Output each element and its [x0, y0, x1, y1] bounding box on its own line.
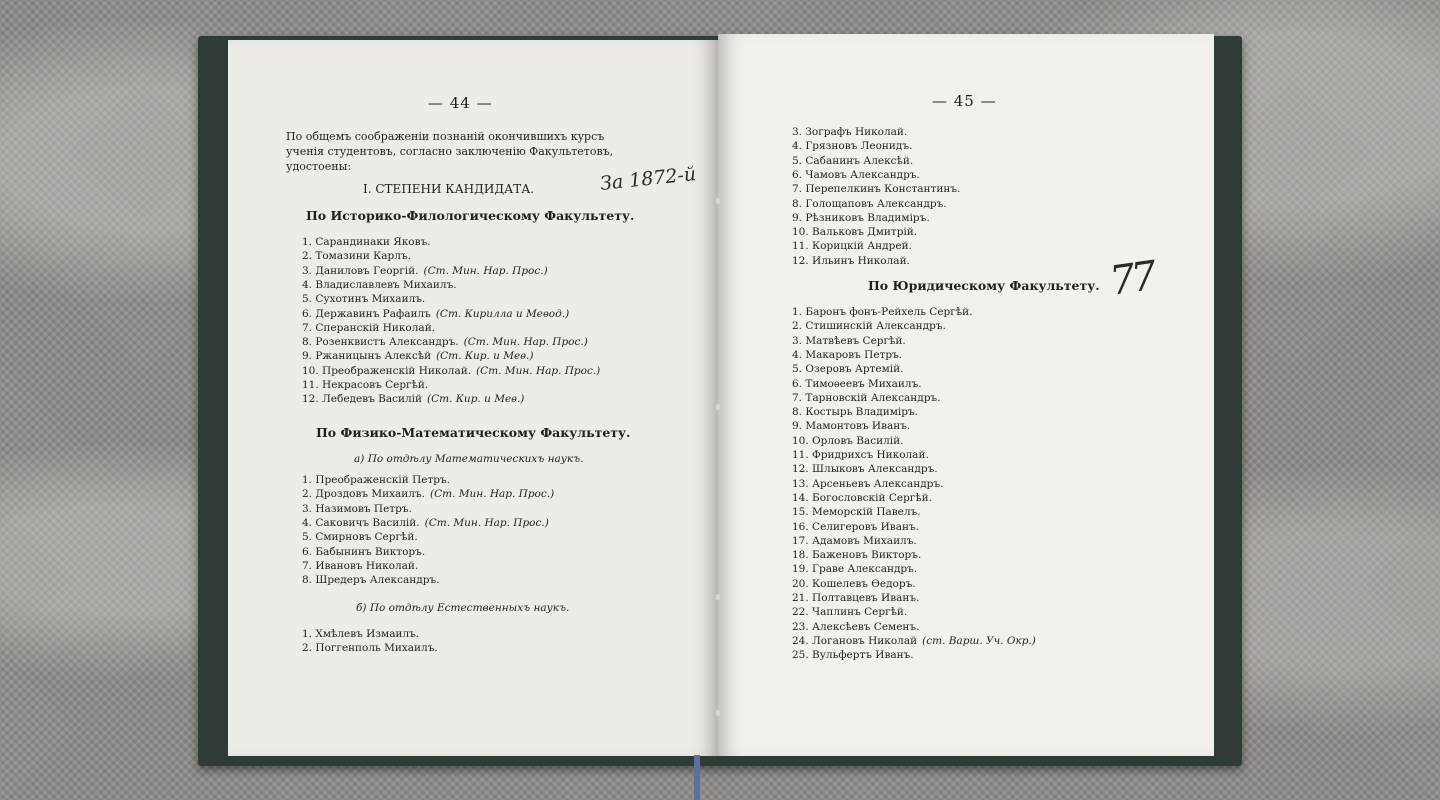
scholarship-note: (Ст. Мин. Нар. Прос.): [423, 264, 548, 277]
student-name: 5. Смирновъ Сергѣй.: [302, 531, 418, 544]
intro-line-1: По общемъ соображеніи познаній окончившихъ курсъ: [286, 130, 605, 143]
scholarship-note: (ст. Варш. Уч. Окр.): [922, 634, 1036, 647]
handwritten-year-note: За 1872-й: [599, 163, 698, 195]
list-item: [302, 265, 548, 277]
scholarship-note: (Ст. Мин. Нар. Прос.): [476, 364, 601, 377]
list-item: [792, 592, 919, 604]
intro-line-3: удостоены:: [286, 160, 352, 173]
list-item: [302, 560, 418, 572]
list-item: [792, 169, 920, 181]
list-item: [302, 236, 431, 248]
right-page: [718, 34, 1214, 756]
student-name: 11. Фридрихсъ Николай.: [792, 449, 929, 461]
list-item: [302, 488, 554, 500]
student-name: 12. Шлыковъ Александръ.: [792, 463, 938, 476]
student-name: 11. Корицкій Андрей.: [792, 240, 912, 253]
scholarship-note: (Ст. Кирилла и Меѳод.): [435, 307, 570, 320]
scholarship-note: (Ст. Кир. и Меѳ.): [436, 350, 534, 363]
list-item: [792, 392, 940, 404]
student-name: 1. Хмѣлевъ Измаилъ.: [302, 628, 420, 640]
binding-thread: [716, 404, 720, 410]
student-name: 14. Богословскій Сергѣй.: [792, 491, 932, 504]
left-page: [228, 40, 718, 756]
student-name: 19. Граве Александръ.: [792, 563, 918, 576]
student-name: 8. Розенквистъ Александръ.: [302, 336, 459, 349]
student-name: 3. Матвѣевъ Сергѣй.: [792, 334, 906, 347]
list-item: [792, 635, 1036, 647]
binding-thread: [716, 710, 720, 716]
student-name: 12. Ильинъ Николай.: [792, 254, 910, 267]
student-name: 6. Державинъ Рафаилъ: [302, 307, 431, 320]
list-item: [302, 365, 600, 377]
student-name: 3. Назимовъ Петръ.: [302, 502, 412, 515]
student-name: 5. Сухотинъ Михаилъ.: [302, 293, 426, 306]
page-number-right: — 45 —: [932, 92, 997, 110]
list-item: [302, 350, 533, 362]
binding-thread: [716, 198, 720, 204]
student-name: 25. Вульфертъ Иванъ.: [792, 649, 914, 662]
student-name: 21. Полтавцевъ Иванъ.: [792, 592, 920, 604]
list-item: [302, 379, 428, 391]
list-item: [792, 363, 903, 375]
list-item: [792, 492, 932, 504]
list-item: [792, 212, 930, 224]
list-item: [792, 255, 910, 267]
student-name: 10. Орловъ Василій.: [792, 434, 904, 447]
student-name: 4. Грязновъ Леонидъ.: [792, 140, 913, 153]
student-name: 7. Ивановъ Николай.: [302, 559, 419, 572]
student-name: 10. Преображенскій Николай.: [302, 364, 472, 377]
degree-title: I. СТЕПЕНИ КАНДИДАТА.: [363, 182, 535, 196]
list-item: [302, 393, 524, 405]
student-name: 15. Меморскій Павелъ.: [792, 506, 921, 519]
scholarship-note: (Ст. Мин. Нар. Прос.): [424, 516, 549, 529]
student-name: 1. Сарандинаки Яковъ.: [302, 236, 431, 248]
section-b-title: б) По отдѣлу Естественныхъ наукъ.: [356, 602, 570, 614]
student-name: 8. Голощаповъ Александръ.: [792, 197, 947, 210]
list-item: [792, 406, 918, 418]
list-item: [302, 336, 588, 348]
list-item: [792, 335, 906, 347]
list-item: [792, 578, 916, 590]
list-item: [792, 126, 907, 138]
list-item: [792, 463, 938, 475]
list-item: [792, 183, 960, 195]
list-item: [302, 642, 438, 654]
student-name: 4. Владиславлевъ Михаилъ.: [302, 278, 457, 291]
list-item: [792, 621, 919, 633]
student-name: 2. Дроздовъ Михаилъ.: [302, 488, 425, 501]
list-item: [302, 308, 569, 320]
list-item: [792, 155, 913, 167]
list-item: [792, 478, 943, 490]
student-name: 1. Баронъ фонъ-Рейхель Сергѣй.: [792, 306, 973, 318]
scholarship-note: (Ст. Мин. Нар. Прос.): [463, 336, 588, 349]
student-name: 17. Адамовъ Михаилъ.: [792, 534, 917, 547]
student-name: 2. Поггенполь Михаилъ.: [302, 642, 438, 655]
list-item: [792, 606, 907, 618]
student-name: 9. Ржаницынъ Алексѣй: [302, 350, 432, 363]
student-name: 1. Преображенскій Петръ.: [302, 474, 450, 486]
student-name: 6. Чамовъ Александръ.: [792, 168, 920, 181]
list-item: [792, 563, 917, 575]
list-item: [302, 293, 425, 305]
list-item: [302, 517, 549, 529]
intro-line-2: ученія студентовъ, согласно заключенію Факультетовъ,: [286, 145, 614, 158]
list-item: [792, 198, 947, 210]
list-item: [792, 506, 921, 518]
faculty-title-law: По Юридическому Факультету.: [868, 278, 1100, 293]
student-name: 13. Арсеньевъ Александръ.: [792, 477, 944, 490]
list-item: [302, 279, 457, 291]
section-a-title: а) По отдѣлу Математическихъ наукъ.: [354, 453, 584, 465]
student-name: 12. Лебедевъ Василій: [302, 393, 423, 406]
student-name: 8. Шредеръ Александръ.: [302, 574, 440, 587]
list-item: [792, 649, 914, 661]
list-item: [302, 250, 411, 262]
bookmark-ribbon: [694, 755, 700, 800]
list-item: [302, 531, 418, 543]
student-name: 7. Тарновскій Александръ.: [792, 391, 941, 404]
student-name: 9. Мамонтовъ Иванъ.: [792, 420, 911, 433]
list-item: [302, 322, 435, 334]
student-name: 16. Селигеровъ Иванъ.: [792, 520, 919, 533]
student-name: 9. Рѣзниковъ Владиміръ.: [792, 211, 930, 224]
faculty-title-history-philology: По Историко-Филологическому Факультету.: [306, 208, 635, 223]
handwritten-mark: 77: [1107, 253, 1156, 305]
list-item: [302, 503, 412, 515]
list-item: [792, 306, 972, 318]
list-item: [792, 226, 917, 238]
list-item: [792, 378, 922, 390]
student-name: 3. Даниловъ Георгій.: [302, 264, 419, 277]
student-name: 8. Костырь Владиміръ.: [792, 406, 918, 419]
student-name: 10. Вальковъ Дмитрій.: [792, 226, 918, 239]
student-name: 5. Сабанинъ Алексѣй.: [792, 154, 914, 167]
list-item: [792, 240, 912, 252]
list-item: [302, 628, 419, 640]
student-name: 23. Алексѣевъ Семенъ.: [792, 620, 920, 633]
student-name: 4. Макаровъ Петръ.: [792, 348, 903, 361]
student-name: 18. Баженовъ Викторъ.: [792, 549, 922, 562]
page-number-left: — 44 —: [428, 94, 493, 112]
student-name: 22. Чаплинъ Сергѣй.: [792, 606, 908, 619]
list-item: [302, 474, 450, 486]
student-name: 2. Томазини Карлъ.: [302, 250, 411, 263]
student-name: 6. Бабынинъ Викторъ.: [302, 545, 426, 558]
faculty-title-physics-math: По Физико-Математическому Факультету.: [316, 425, 631, 440]
student-name: 11. Некрасовъ Сергѣй.: [302, 379, 429, 391]
student-name: 24. Логановъ Николай: [792, 634, 918, 647]
list-item: [792, 349, 902, 361]
list-item: [302, 546, 425, 558]
student-name: 6. Тимоѳеевъ Михаилъ.: [792, 377, 922, 390]
student-name: 5. Озеровъ Артемій.: [792, 363, 904, 376]
student-name: 20. Кошелевъ Ѳедоръ.: [792, 577, 916, 590]
list-item: [792, 521, 919, 533]
student-name: 2. Стишинскій Александръ.: [792, 320, 946, 333]
student-name: 7. Сперанскій Николай.: [302, 321, 436, 334]
binding-thread: [716, 594, 720, 600]
list-item: [792, 140, 912, 152]
list-item: [792, 435, 904, 447]
list-item: [792, 320, 946, 332]
list-item: [792, 549, 921, 561]
student-name: 4. Саковичъ Василій.: [302, 516, 420, 529]
list-item: [302, 574, 439, 586]
scholarship-note: (Ст. Кир. и Меѳ.): [427, 393, 525, 406]
scholarship-note: (Ст. Мин. Нар. Прос.): [430, 488, 555, 501]
student-name: 7. Перепелкинъ Константинъ.: [792, 183, 961, 196]
list-item: [792, 420, 910, 432]
list-item: [792, 535, 917, 547]
list-item: [792, 449, 929, 461]
student-name: 3. Зографъ Николай.: [792, 126, 908, 138]
